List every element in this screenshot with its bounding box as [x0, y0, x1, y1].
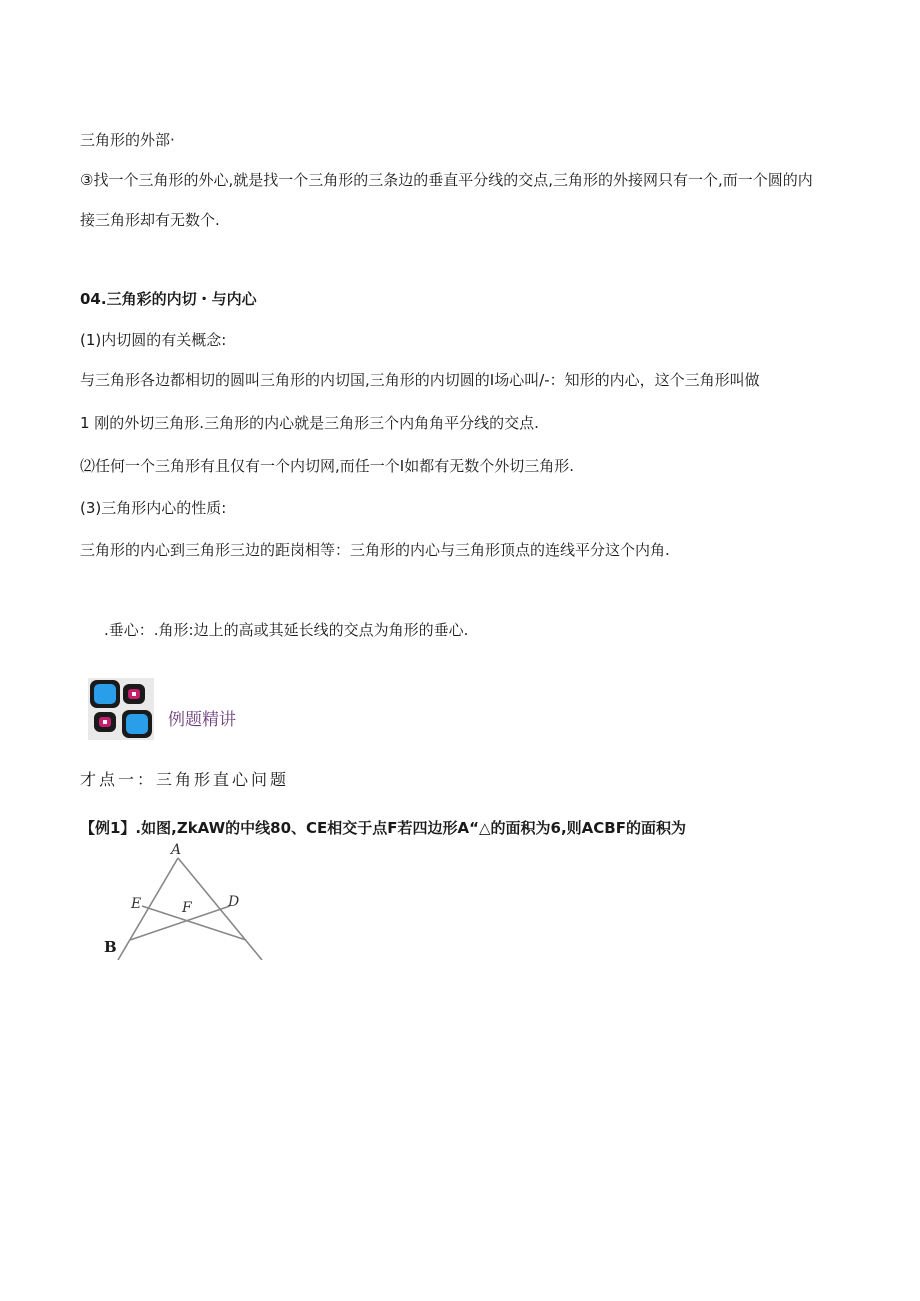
label-f: F — [182, 900, 192, 916]
text-line-1: 三角形的外部· — [80, 131, 175, 149]
median-be — [142, 906, 246, 940]
label-d: D — [228, 894, 240, 910]
label-a: A — [171, 842, 182, 858]
text-line-5: (1)内切圆的有关概念: — [80, 331, 227, 349]
median-cd — [130, 906, 230, 940]
text-line-11: .垂心：.角形:边上的高或其延长线的交点为角形的垂心. — [104, 621, 469, 639]
text-line-6: 与三角形各边都相切的圆叫三角形的内切国,三角形的内切圆的I场心叫/-：知形的内心，这个三角形叫做 — [80, 371, 760, 389]
example-section-icon — [88, 678, 154, 740]
label-b: B — [104, 938, 117, 956]
text-line-7: 1 刚的外切三角形.三角形的内心就是三角形三个内角角平分线的交点. — [80, 414, 539, 432]
section-title-examples: 例题精讲 — [168, 710, 236, 730]
topic-heading: 才点一：三角形直心问题 — [80, 770, 290, 789]
example-1-text: 【例1】.如图,ZkAW的中线80、CE相交于点F若四边形A“△的面积为6,则ACBF的面积为 — [80, 819, 686, 837]
section-heading-04: 04.三角彩的内切・与内心 — [80, 290, 257, 308]
triangle-figure — [96, 840, 276, 960]
text-line-9: (3)三角形内心的性质: — [80, 499, 227, 517]
text-line-10: 三角形的内心到三角形三边的距岗相等：三角形的内心与三角形顶点的连线平分这个内角. — [80, 541, 670, 559]
side-ab — [118, 858, 178, 960]
label-e: E — [131, 896, 142, 912]
text-line-3: 接三角形却有无数个. — [80, 211, 220, 229]
text-line-2: ③找一个三角形的外心,就是找一个三角形的三条边的垂直平分线的交点,三角形的外接网只有一个,而一个圆的内 — [80, 171, 813, 189]
text-line-8: ⑵任何一个三角形有且仅有一个内切网,而任一个I如都有无数个外切三角形. — [80, 457, 574, 475]
